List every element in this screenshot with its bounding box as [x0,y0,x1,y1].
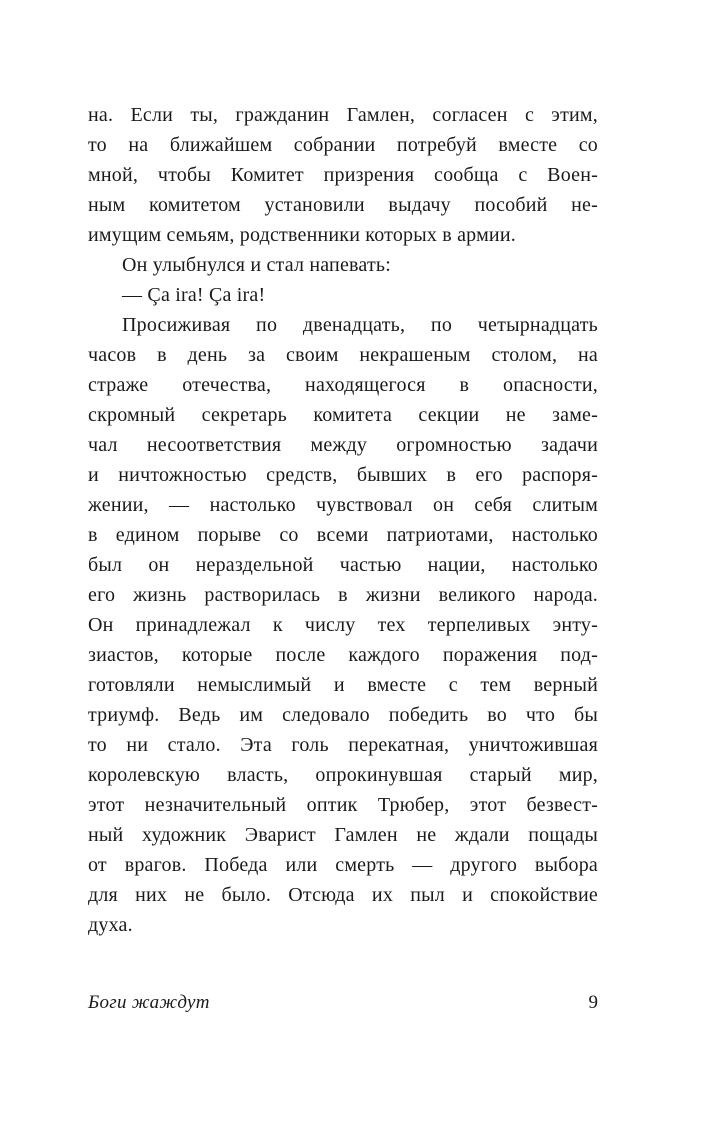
text-line: то ни стало. Эта голь перекатная, уничтожившая [88,734,598,756]
text-line: то на ближайшем собрании потребуй вместе со [88,134,598,156]
text-line: скромный секретарь комитета секции не заме- [88,404,598,426]
text-line: в едином порыве со всеми патриотами, настолько [88,524,598,546]
text-line: и ничтожностью средств, бывших в его распоря- [88,464,598,486]
text-line: готовляли немыслимый и вместе с тем верный [88,674,598,696]
page-number: 9 [588,992,598,1013]
text-line: часов в день за своим некрашеным столом, на [88,344,598,366]
text-line: от врагов. Победа или смерть — другого выбора [88,854,598,876]
text-line: жении, — настолько чувствовал он себя слитым [88,494,598,516]
text-line: Просиживая по двенадцать, по четырнадцать [122,314,598,336]
text-line: его жизнь растворилась в жизни великого народа. [88,584,598,606]
text-line: ный художник Эварист Гамлен не ждали пощады [88,824,598,846]
text-line: зиастов, которые после каждого поражения под- [88,644,598,666]
text-line: Он улыбнулся и стал напевать: [122,254,391,276]
text-line: страже отечества, находящегося в опасности, [88,374,598,396]
text-line: Он принадлежал к числу тех терпеливых энту- [88,614,598,636]
text-line: мной, чтобы Комитет призрения сообща с Воен- [88,164,598,186]
text-line: на. Если ты, гражданин Гамлен, согласен с этим, [88,104,598,126]
running-title: Боги жаждут [88,992,210,1013]
text-line: был он нераздельной частью нации, настолько [88,554,598,576]
text-line: триумф. Ведь им следовало победить во что бы [88,704,598,726]
text-line: духа. [88,914,133,936]
text-line: королевскую власть, опрокинувшая старый мир, [88,764,598,786]
text-line: для них не было. Отсюда их пыл и спокойствие [88,884,598,906]
text-line: чал несоответствия между огромностью задачи [88,434,598,456]
text-line: имущим семьям, родственники которых в армии. [88,224,516,246]
text-line: этот незначительный оптик Трюбер, этот безвест- [88,794,598,816]
text-block [88,100,598,940]
text-line: ным комитетом установили выдачу пособий не- [88,194,598,216]
text-line: — Ça ira! Ça ira! [122,284,266,306]
page-footer [88,992,598,1014]
